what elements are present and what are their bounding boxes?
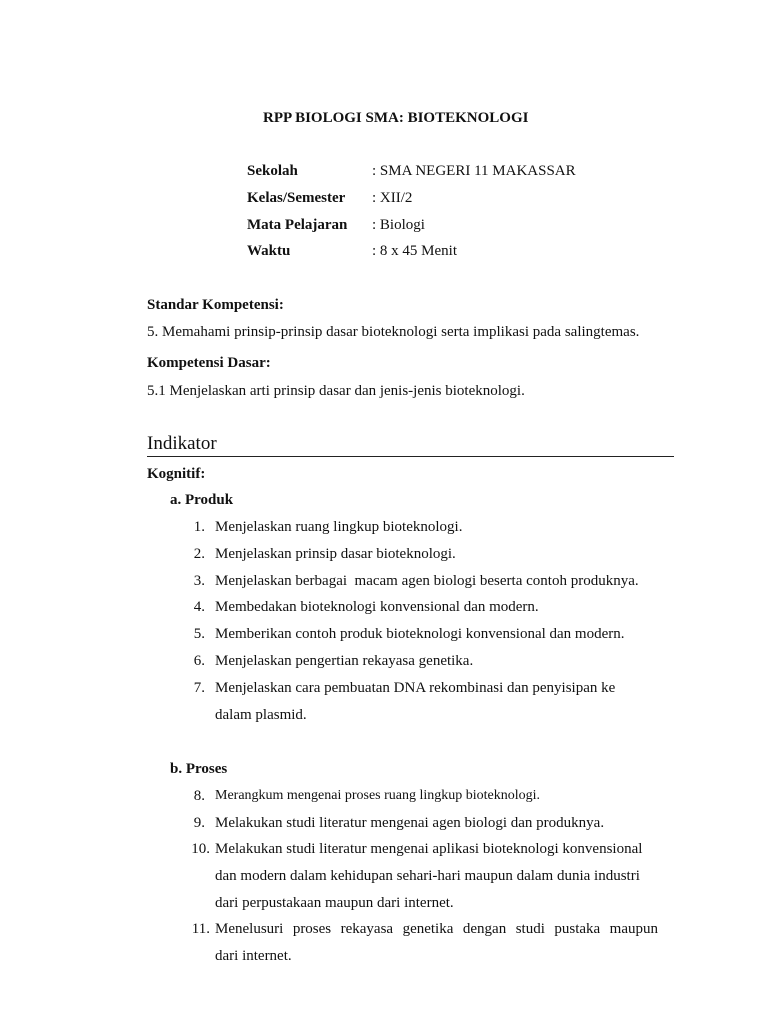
list-item-number: 11. <box>191 921 210 937</box>
document-title: RPP BIOLOGI SMA: BIOTEKNOLOGI <box>263 110 529 126</box>
indikator-heading: Indikator <box>147 433 217 454</box>
list-item: Menjelaskan ruang lingkup bioteknologi. <box>215 519 463 535</box>
list-item-number: 8. <box>193 788 205 804</box>
list-item-number: 9. <box>193 815 205 831</box>
list-item-word: rekayasa <box>340 921 394 937</box>
list-item: Membedakan bioteknologi konvensional dan modern. <box>215 599 539 615</box>
standar-text: 5. Memahami prinsip-prinsip dasar bioteknologi serta implikasi pada salingtemas. <box>147 324 640 340</box>
list-item-number: 3. <box>193 573 205 589</box>
list-item: Menjelaskan pengertian rekayasa genetika. <box>215 653 474 669</box>
list-item: Melakukan studi literatur mengenai agen biologi dan produknya. <box>215 815 605 831</box>
list-item-continuation: dari internet. <box>215 948 292 964</box>
list-item: Menjelaskan berbagai macam agen biologi beserta contoh produknya. <box>215 573 639 589</box>
list-item-word: proses <box>292 921 332 937</box>
list-item-number: 10. <box>191 841 210 857</box>
list-item-number: 7. <box>193 680 205 696</box>
list-item-number: 4. <box>193 599 205 615</box>
info-value-sekolah: : SMA NEGERI 11 MAKASSAR <box>372 163 576 179</box>
info-label-kelas: Kelas/Semester <box>247 190 346 206</box>
list-item-word: pustaka <box>554 921 601 937</box>
info-label-waktu: Waktu <box>247 243 291 259</box>
list-item <box>215 921 658 938</box>
heading-divider <box>147 456 674 457</box>
list-item: Memberikan contoh produk bioteknologi konvensional dan modern. <box>215 626 625 642</box>
list-item-word: dengan <box>462 921 507 937</box>
info-value-waktu: : 8 x 45 Menit <box>372 243 457 259</box>
list-item: Merangkum mengenai proses ruang lingkup bioteknologi. <box>215 788 541 803</box>
list-item-continuation: dan modern dalam kehidupan sehari-hari maupun dalam dunia industri <box>215 868 640 884</box>
produk-heading: a. Produk <box>170 492 234 508</box>
info-value-kelas: : XII/2 <box>372 190 413 206</box>
list-item-number: 6. <box>193 653 205 669</box>
list-item-word: Menelusuri <box>215 921 284 937</box>
list-item-word: studi <box>515 921 545 937</box>
standar-heading: Standar Kompetensi: <box>147 297 284 313</box>
kognitif-heading: Kognitif: <box>147 466 206 482</box>
list-item-number: 5. <box>193 626 205 642</box>
list-item: Menjelaskan prinsip dasar bioteknologi. <box>215 546 456 562</box>
list-item: Menjelaskan cara pembuatan DNA rekombinasi dan penyisipan ke <box>215 680 616 696</box>
list-item: Melakukan studi literatur mengenai aplikasi bioteknologi konvensional <box>215 841 643 857</box>
info-value-mapel: : Biologi <box>372 217 425 233</box>
list-item-number: 2. <box>193 546 205 562</box>
kompetensi-heading: Kompetensi Dasar: <box>147 355 271 371</box>
list-item-continuation: dari perpustakaan maupun dari internet. <box>215 895 454 911</box>
proses-heading: b. Proses <box>170 761 228 777</box>
list-item-continuation: dalam plasmid. <box>215 707 307 723</box>
list-item-number: 1. <box>193 519 205 535</box>
list-item-word: maupun <box>609 921 658 937</box>
list-item-word: genetika <box>402 921 454 937</box>
kompetensi-text: 5.1 Menjelaskan arti prinsip dasar dan jenis-jenis bioteknologi. <box>147 383 525 399</box>
info-label-mapel: Mata Pelajaran <box>247 217 348 233</box>
info-label-sekolah: Sekolah <box>247 163 298 179</box>
